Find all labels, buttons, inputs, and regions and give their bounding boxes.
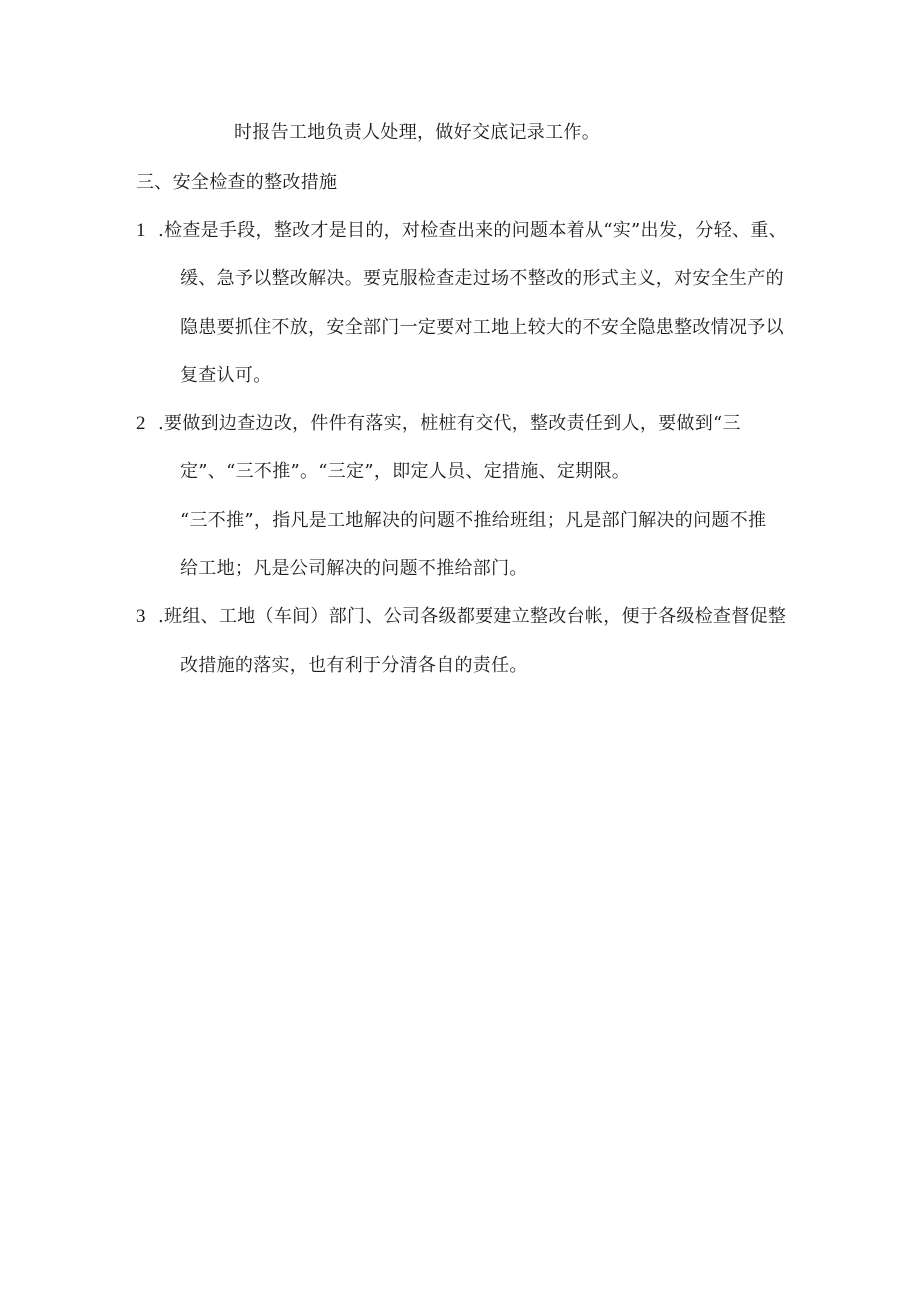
- item-2-number: 2: [136, 413, 146, 434]
- paragraph-continuation: 时报告工地负责人处理，做好交底记录工作。: [234, 122, 600, 143]
- item-1-line-3: 隐患要抓住不放，安全部门一定要对工地上较大的不安全隐患整改情况予以: [180, 317, 784, 338]
- item-2-line-3: “三不推”，指凡是工地解决的问题不推给班组；凡是部门解决的问题不推: [180, 510, 767, 531]
- item-2-line-1: .要做到边查边改，件件有落实，桩桩有交代，整改责任到人，要做到“三: [158, 413, 741, 434]
- item-2-line-2: 定”、“三不推”。“三定”，即定人员、定措施、定期限。: [180, 461, 631, 482]
- item-1-line-4: 复查认可。: [180, 365, 272, 386]
- item-1-line-2: 缓、急予以整改解决。要克服检查走过场不整改的形式主义，对安全生产的: [180, 268, 784, 289]
- item-1-line-1: .检查是手段，整改才是目的，对检查出来的问题本着从“实”出发，分轻、重、: [158, 220, 787, 241]
- item-1-number: 1: [136, 220, 146, 241]
- item-3-line-1: .班组、工地（车间）部门、公司各级都要建立整改台帐，便于各级检查督促整: [158, 606, 787, 627]
- item-3-number: 3: [136, 606, 146, 627]
- item-3-line-2: 改措施的落实，也有利于分清各自的责任。: [180, 655, 528, 676]
- item-2-line-4: 给工地；凡是公司解决的问题不推给部门。: [180, 558, 528, 579]
- section-heading: 三、安全检查的整改措施: [136, 172, 338, 193]
